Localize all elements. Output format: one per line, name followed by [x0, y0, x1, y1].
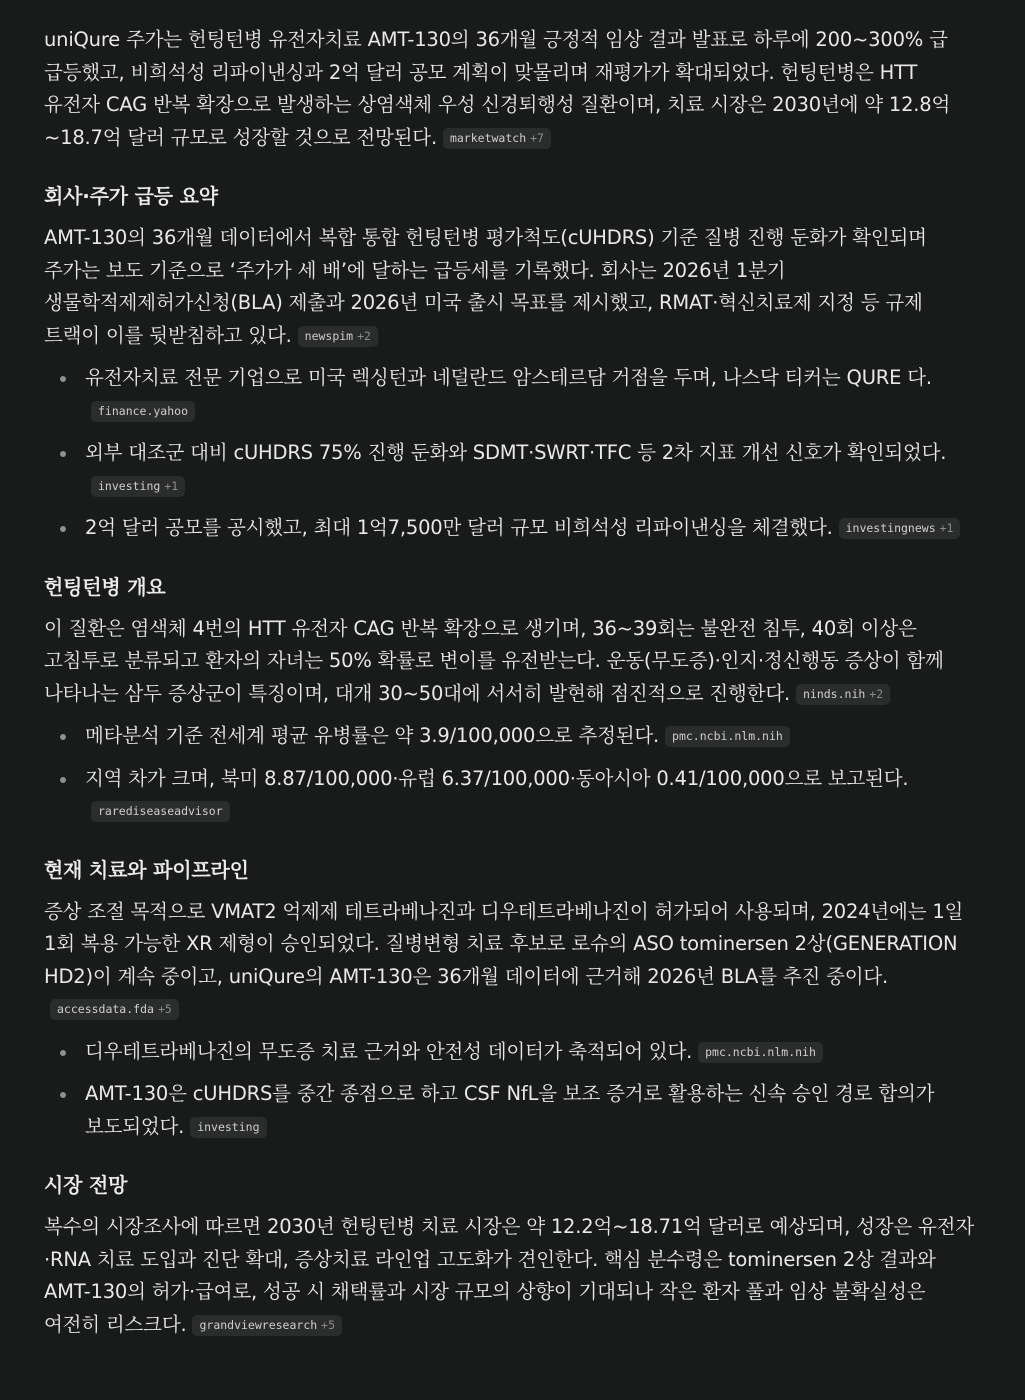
list-item: 외부 대조군 대비 cUHDRS 75% 진행 둔화와 SDMT·SWRT·TFC 등 2차 지표 개선 신호가 확인되었다.investing +1	[44, 437, 974, 502]
section-title-company: 회사·주가 급등 요약	[44, 184, 218, 208]
citation-badge[interactable]: accessdata.fda +5	[50, 999, 179, 1020]
list-item: 2억 달러 공모를 공시했고, 최대 1억7,500만 달러 규모 비희석성 리파이낸싱을 체결했다. investingnews +1	[44, 512, 974, 545]
citation-badge[interactable]: ninds.nih +2	[796, 684, 890, 705]
section-paragraph: 이 질환은 염색체 4번의 HTT 유전자 CAG 반복 확장으로 생기며, 36~39회는 불완전 침투, 40회 이상은 고침투로 분류되고 환자의 자녀는 50% 확률로 변이를 유전받는다. 운동(무도증)·인지·정신행동 증상이 함께 나타나는 삼두 증상군이 특징이며, 대개 30~50대에 서서히 발현해 점진적으로 진행한다. ninds.nih +2	[44, 616, 944, 705]
bullet-list	[44, 362, 974, 545]
list-item: 지역 차가 크며, 북미 8.87/100,000·유럽 6.37/100,000·동아시아 0.41/100,000으로 보고된다.rarediseaseadvisor	[44, 763, 974, 828]
citation-badge[interactable]: marketwatch +7	[443, 128, 551, 149]
citation-badge[interactable]: finance.yahoo	[91, 401, 195, 422]
section-title-treatment: 현재 치료와 파이프라인	[44, 857, 249, 882]
intro-text: uniQure 주가는 헌팅턴병 유전자치료 AMT-130의 36개월 긍정적 임상 결과 발표로 하루에 200~300% 급 급등했고, 비희석성 리파이낸싱과 2억 달러 공모 계획이 맞물리며 재평가가 확대되었다. 헌팅턴병은 HTT 유전자 CAG 반복 확장으로 발생하는 상염색체 우성 신경퇴행성 질환이며, 치료 시장은 2030년에 약 12.8억~18.7억 달러 규모로 성장할 것으로 전망된다.	[44, 28, 951, 149]
citation-badge[interactable]: investing	[190, 1117, 266, 1138]
citation-badge[interactable]: investingnews +1	[839, 518, 961, 539]
citation-badge[interactable]: pmc.ncbi.nlm.nih	[698, 1042, 823, 1063]
list-item: AMT-130은 cUHDRS를 중간 종점으로 하고 CSF NfL을 보조 증거로 활용하는 신속 승인 경로 합의가 보도되었다. investing	[44, 1078, 974, 1143]
section-title-overview: 헌팅턴병 개요	[44, 574, 166, 599]
section-title-market: 시장 전망	[44, 1173, 128, 1197]
section-paragraph: 복수의 시장조사에 따르면 2030년 헌팅턴병 치료 시장은 약 12.2억~18.71억 달러로 예상되며, 성장은 유전자·RNA 치료 도입과 진단 확대, 증상치료 라인업 고도화가 견인한다. 핵심 분수령은 tominersen 2상 결과와 AMT-130의 허가·급여로, 성공 시 채택률과 시장 규모의 상향이 기대되나 작은 환자 풀과 임상 불확실성은 여전히 리스크다. grandviewresearch +5	[44, 1215, 974, 1336]
citation-badge[interactable]: pmc.ncbi.nlm.nih	[665, 726, 790, 747]
section-paragraph: AMT-130의 36개월 데이터에서 복합 통합 헌팅턴병 평가척도(cUHDRS) 기준 질병 진행 둔화가 확인되며 주가는 보도 기준으로 ‘주가가 세 배’에 달하는 급등세를 기록했다. 회사는 2026년 1분기 생물학적제제허가신청(BLA) 제출과 2026년 미국 출시 목표를 제시했고, RMAT·혁신치료제 지정 등 규제 트랙이 이를 뒷받침하고 있다. newspim +2	[44, 226, 927, 347]
citation-badge[interactable]: grandviewresearch +5	[192, 1315, 342, 1336]
list-item: 유전자치료 전문 기업으로 미국 렉싱턴과 네덜란드 암스테르담 거점을 두며, 나스닥 티커는 QURE 다.finance.yahoo	[44, 362, 974, 427]
citation-badge[interactable]: newspim +2	[298, 326, 378, 347]
section-paragraph: 증상 조절 목적으로 VMAT2 억제제 테트라베나진과 디우테트라베나진이 허가되어 사용되며, 2024년에는 1일 1회 복용 가능한 XR 제형이 승인되었다. 질병변형 치료 후보로 로슈의 ASO tominersen 2상(GENERATION HD2)이 계속 중이고, uniQure의 AMT-130은 36개월 데이터에 근거해 2026년 BLA를 추진 중이다.accessdata.fda +5	[44, 896, 974, 1026]
list-item: 메타분석 기준 전세계 평균 유병률은 약 3.9/100,000으로 추정된다. pmc.ncbi.nlm.nih	[44, 720, 974, 753]
intro-paragraph	[44, 24, 974, 154]
list-item: 디우테트라베나진의 무도증 치료 근거와 안전성 데이터가 축적되어 있다. pmc.ncbi.nlm.nih	[44, 1036, 974, 1069]
citation-badge[interactable]: investing +1	[91, 476, 185, 497]
citation-badge[interactable]: rarediseaseadvisor	[91, 801, 230, 822]
answer-content	[44, 24, 974, 1351]
bullet-list	[44, 720, 974, 828]
bullet-list	[44, 1036, 974, 1144]
